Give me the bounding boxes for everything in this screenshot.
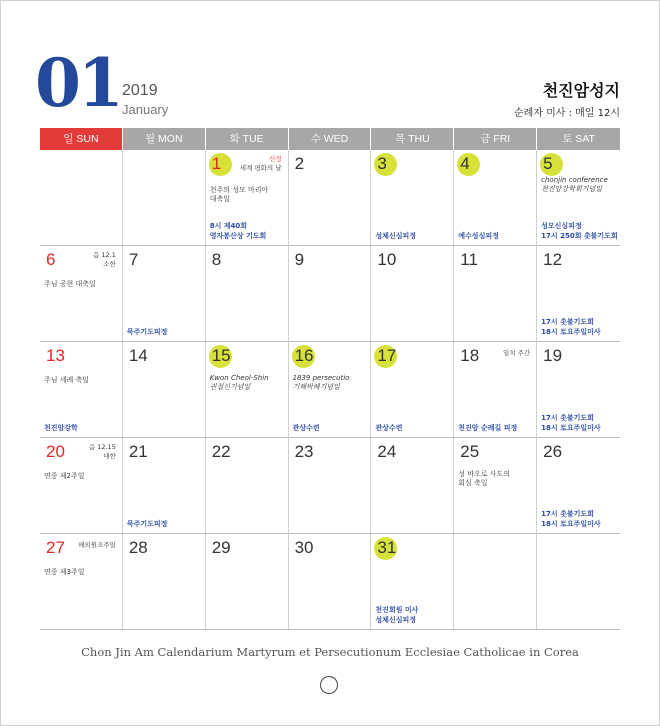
month-name: January	[122, 102, 169, 117]
day-number: 22	[211, 442, 231, 461]
feast-line-1: 천주의 성모 마리아	[209, 186, 269, 194]
day-number: 29	[211, 538, 231, 557]
unity-week-tag: 일치 주간	[502, 349, 531, 357]
day-cell-4[interactable]	[454, 150, 537, 245]
feast-line-2: 회심 축일	[458, 479, 488, 488]
feast-note: 주님 세례 축일	[44, 376, 90, 384]
day-cell-2[interactable]	[289, 150, 372, 245]
holiday-subname: 세계 평화의 날	[239, 163, 282, 172]
note-line-2: 권철신기념일	[209, 383, 251, 392]
event-line-2: 성체신심피정	[375, 615, 416, 624]
event-text: 묵주기도피정	[126, 519, 168, 528]
day-number: 26	[543, 442, 563, 461]
day-cell-1[interactable]	[206, 150, 289, 245]
weekday-header	[40, 128, 620, 150]
lunar-tag	[93, 251, 116, 269]
event-text	[541, 414, 601, 433]
day-cell-3[interactable]	[371, 150, 454, 245]
event-text: 성체신심피정	[375, 231, 416, 240]
day-number: 4	[460, 154, 470, 173]
day-number: 21	[128, 442, 148, 461]
lunar-date: 음 12.15	[88, 443, 116, 451]
event-text: 천진암 순례길 피정	[458, 423, 518, 432]
day-number: 8	[211, 250, 222, 269]
event-text	[375, 606, 418, 625]
day-cell-7[interactable]	[123, 246, 206, 341]
event-line-2: 18시 토요주일미사	[541, 519, 601, 528]
day-cell-9[interactable]	[289, 246, 372, 341]
shrine-name: 천진암성지	[542, 81, 620, 100]
day-cell-28[interactable]	[123, 534, 206, 629]
note-line-1: 1839 persecutio	[292, 374, 350, 382]
day-number: 16	[294, 346, 314, 365]
weekday-wed: 수 WED	[289, 128, 372, 150]
day-number: 5	[543, 154, 553, 173]
day-number: 25	[460, 442, 480, 461]
event-line-2: 18시 토요주일미사	[541, 423, 601, 432]
day-cell-empty	[40, 150, 123, 245]
week-row	[40, 342, 620, 438]
event-line-1: 천진회원 미사	[375, 606, 419, 615]
day-cell-20[interactable]	[40, 438, 123, 533]
event-line-2: 17시 250회 촛불기도회	[541, 231, 618, 240]
commemoration-note	[210, 374, 269, 393]
feast-note: 연중 제3주일	[44, 568, 85, 576]
day-cell-empty	[123, 150, 206, 245]
day-number: 9	[294, 250, 305, 269]
note-line-2: 기해박해기념일	[292, 383, 340, 392]
solar-term: 대한	[103, 451, 116, 460]
lunar-date: 음 12.1	[93, 251, 116, 259]
event-text: 관상수련	[375, 423, 403, 432]
day-number: 18	[460, 346, 480, 365]
feast-note	[210, 186, 269, 205]
day-number: 7	[128, 250, 139, 269]
commemoration-note	[293, 374, 350, 393]
calendar-grid	[40, 128, 620, 630]
day-number: 3	[377, 154, 387, 173]
month-number: 01	[35, 44, 121, 122]
feast-line-1: 성 바오로 사도의	[458, 470, 511, 478]
weekday-tue: 화 TUE	[206, 128, 289, 150]
day-number: 31	[377, 538, 397, 557]
event-line-2: 18시 토요주일미사	[541, 327, 601, 336]
note-line-2: 천진암강학회기념일	[541, 185, 602, 194]
weekday-fri: 금 FRI	[454, 128, 537, 150]
event-text: 예수성심피정	[458, 231, 499, 240]
day-cell-5[interactable]	[537, 150, 620, 245]
special-sunday-tag: 해외원조주일	[78, 541, 116, 549]
event-line-1: 성모신심피정	[541, 222, 582, 231]
day-number: 11	[460, 250, 478, 269]
event-line-2: 영자봉산상 기도회	[209, 231, 267, 240]
day-number: 13	[46, 346, 65, 365]
note-line-1: chonjin conference	[541, 176, 608, 184]
mass-info: 순례자 미사 : 매일 12시	[513, 108, 620, 119]
event-line-1: 8시 제40회	[209, 222, 248, 231]
event-text: 관상수련	[292, 423, 320, 432]
day-cell-18[interactable]	[454, 342, 537, 437]
day-cell-15[interactable]	[206, 342, 289, 437]
weekday-sun: 일 SUN	[40, 128, 123, 150]
day-cell-26[interactable]	[537, 438, 620, 533]
hanging-hole-icon	[320, 676, 338, 694]
day-number: 24	[377, 442, 397, 461]
event-line-1: 17시 촛불기도회	[541, 510, 594, 519]
lunar-tag	[89, 443, 116, 461]
day-number: 14	[128, 346, 148, 365]
day-number: 6	[46, 250, 56, 269]
day-cell-13[interactable]	[40, 342, 123, 437]
event-line-1: 17시 촛불기도회	[541, 318, 594, 327]
event-line-1: 17시 촛불기도회	[541, 414, 594, 423]
day-cell-31[interactable]	[371, 534, 454, 629]
day-cell-17[interactable]	[371, 342, 454, 437]
commemoration-note	[541, 176, 608, 195]
day-cell-29[interactable]	[206, 534, 289, 629]
week-row	[40, 246, 620, 342]
day-cell-30[interactable]	[289, 534, 372, 629]
day-number: 27	[46, 538, 65, 557]
day-number: 30	[294, 538, 314, 557]
weekday-mon: 월 MON	[123, 128, 206, 150]
day-number: 28	[128, 538, 148, 557]
weekday-sat: 토 SAT	[537, 128, 620, 150]
day-cell-empty	[537, 534, 620, 629]
year-label: 2019	[122, 82, 158, 99]
day-cell-12[interactable]	[537, 246, 620, 341]
holiday-name: 신정	[269, 155, 282, 163]
day-cell-19[interactable]	[537, 342, 620, 437]
day-cell-22[interactable]	[206, 438, 289, 533]
event-text: 묵주기도피정	[126, 327, 168, 336]
feast-note: 주님 공현 대축일	[44, 280, 96, 288]
day-cell-16[interactable]	[289, 342, 372, 437]
day-cell-24[interactable]	[371, 438, 454, 533]
day-number: 1	[211, 154, 222, 173]
solar-term: 소한	[103, 259, 116, 268]
day-cell-empty	[454, 534, 537, 629]
event-text	[210, 222, 267, 241]
note-line-1: Kwon Cheol-Shin	[209, 374, 269, 382]
day-number: 2	[294, 154, 305, 173]
day-number: 17	[377, 346, 397, 365]
week-row	[40, 534, 620, 630]
day-cell-27[interactable]	[40, 534, 123, 629]
day-number: 20	[46, 442, 65, 461]
event-text	[541, 222, 618, 241]
week-row	[40, 438, 620, 534]
day-cell-21[interactable]	[123, 438, 206, 533]
feast-note	[458, 470, 510, 489]
weekday-thu: 목 THU	[371, 128, 454, 150]
day-cell-10[interactable]	[371, 246, 454, 341]
day-cell-14[interactable]	[123, 342, 206, 437]
feast-note: 연중 제2주일	[44, 472, 85, 480]
feast-line-2: 대축일	[209, 195, 230, 204]
week-row	[40, 150, 620, 246]
event-text	[541, 318, 601, 337]
event-text: 천진암강학	[44, 423, 78, 432]
day-cell-8[interactable]	[206, 246, 289, 341]
footer-motto: Chon Jin Am Calendarium Martyrum et Persecutionum Ecclesiae Catholicae in Corea	[81, 645, 579, 659]
day-number: 19	[543, 346, 563, 365]
event-text	[541, 510, 601, 529]
holiday-tag	[240, 155, 282, 173]
day-cell-23[interactable]	[289, 438, 372, 533]
day-cell-25[interactable]	[454, 438, 537, 533]
day-number: 15	[211, 346, 231, 365]
day-number: 23	[294, 442, 314, 461]
day-number: 12	[543, 250, 563, 269]
day-cell-11[interactable]	[454, 246, 537, 341]
day-cell-6[interactable]	[40, 246, 123, 341]
day-number: 10	[377, 250, 397, 269]
